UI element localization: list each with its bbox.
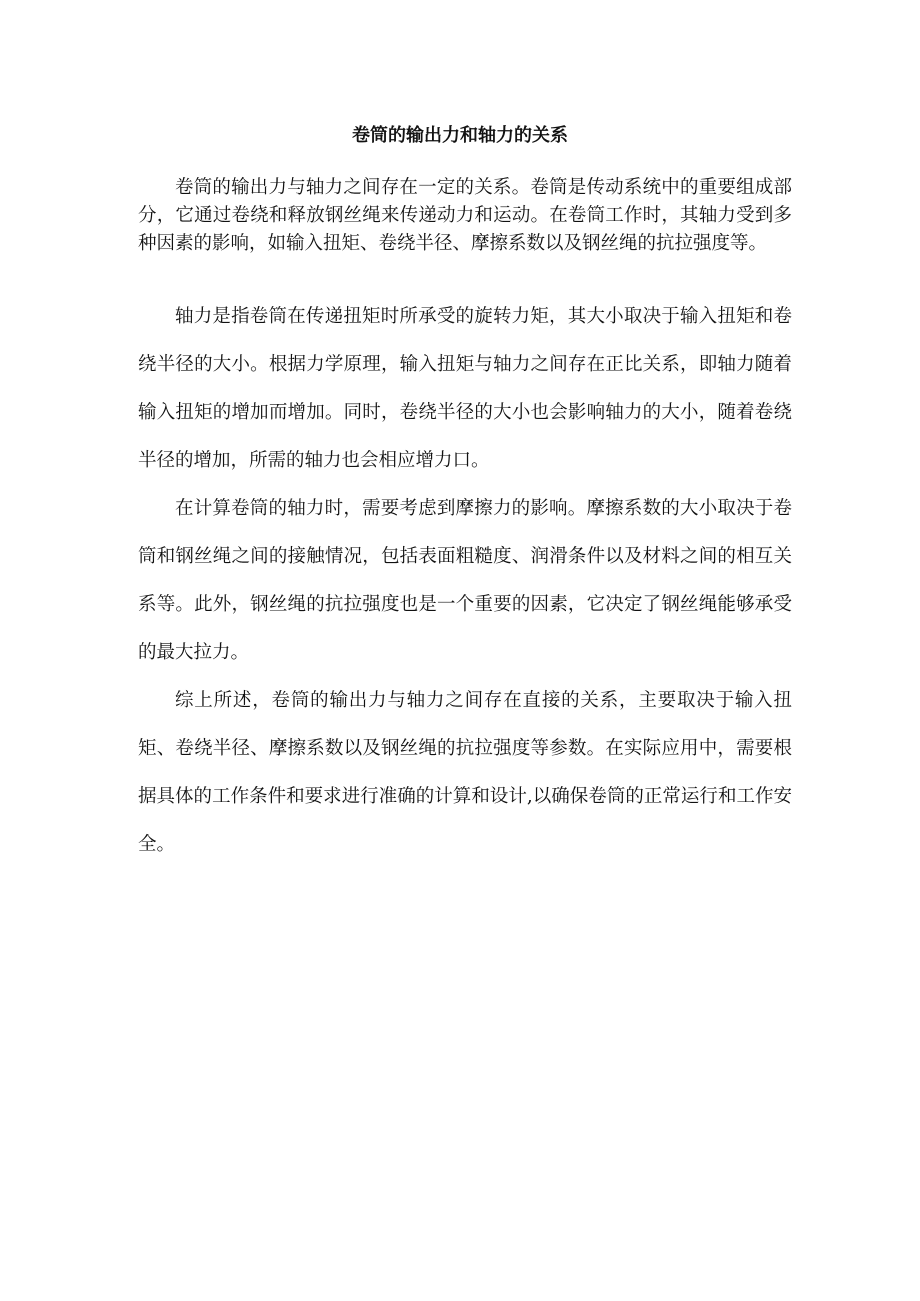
paragraph-1: 卷筒的输出力与轴力之间存在一定的关系。卷筒是传动系统中的重要组成部分，它通过卷绕和释放钢丝绳来传递动力和运动。在卷筒工作时，其轴力受到多种因素的影响，如输入扭矩、卷绕半径、摩擦系数以及钢丝绳的抗拉强度等。 bbox=[138, 177, 792, 254]
paragraph-3: 在计算卷筒的轴力时，需要考虑到摩擦力的影响。摩擦系数的大小取决于卷筒和钢丝绳之间的接触情况，包括表面粗糙度、润滑条件以及材料之间的相互关系等。此外，钢丝绳的抗拉强度也是一个重要的因素，它决定了钢丝绳能够承受的最大拉力。 bbox=[138, 498, 792, 663]
document-title: 卷筒的输出力和轴力的关系 bbox=[352, 125, 568, 146]
paragraph-2: 轴力是指卷筒在传递扭矩时所承受的旋转力矩，其大小取决于输入扭矩和卷绕半径的大小。根据力学原理，输入扭矩与轴力之间存在正比关系，即轴力随着输入扭矩的增加而增加。同时，卷绕半径的大小也会影响轴力的大小，随着卷绕半径的增加，所需的轴力也会相应增力口。 bbox=[138, 306, 792, 471]
paragraph-4: 综上所述，卷筒的输出力与轴力之间存在直接的关系，主要取决于输入扭矩、卷绕半径、摩擦系数以及钢丝绳的抗拉强度等参数。在实际应用中，需要根据具体的工作条件和要求进行准确的计算和设计,以确保卷筒的正常运行和工作安全。 bbox=[138, 690, 792, 855]
